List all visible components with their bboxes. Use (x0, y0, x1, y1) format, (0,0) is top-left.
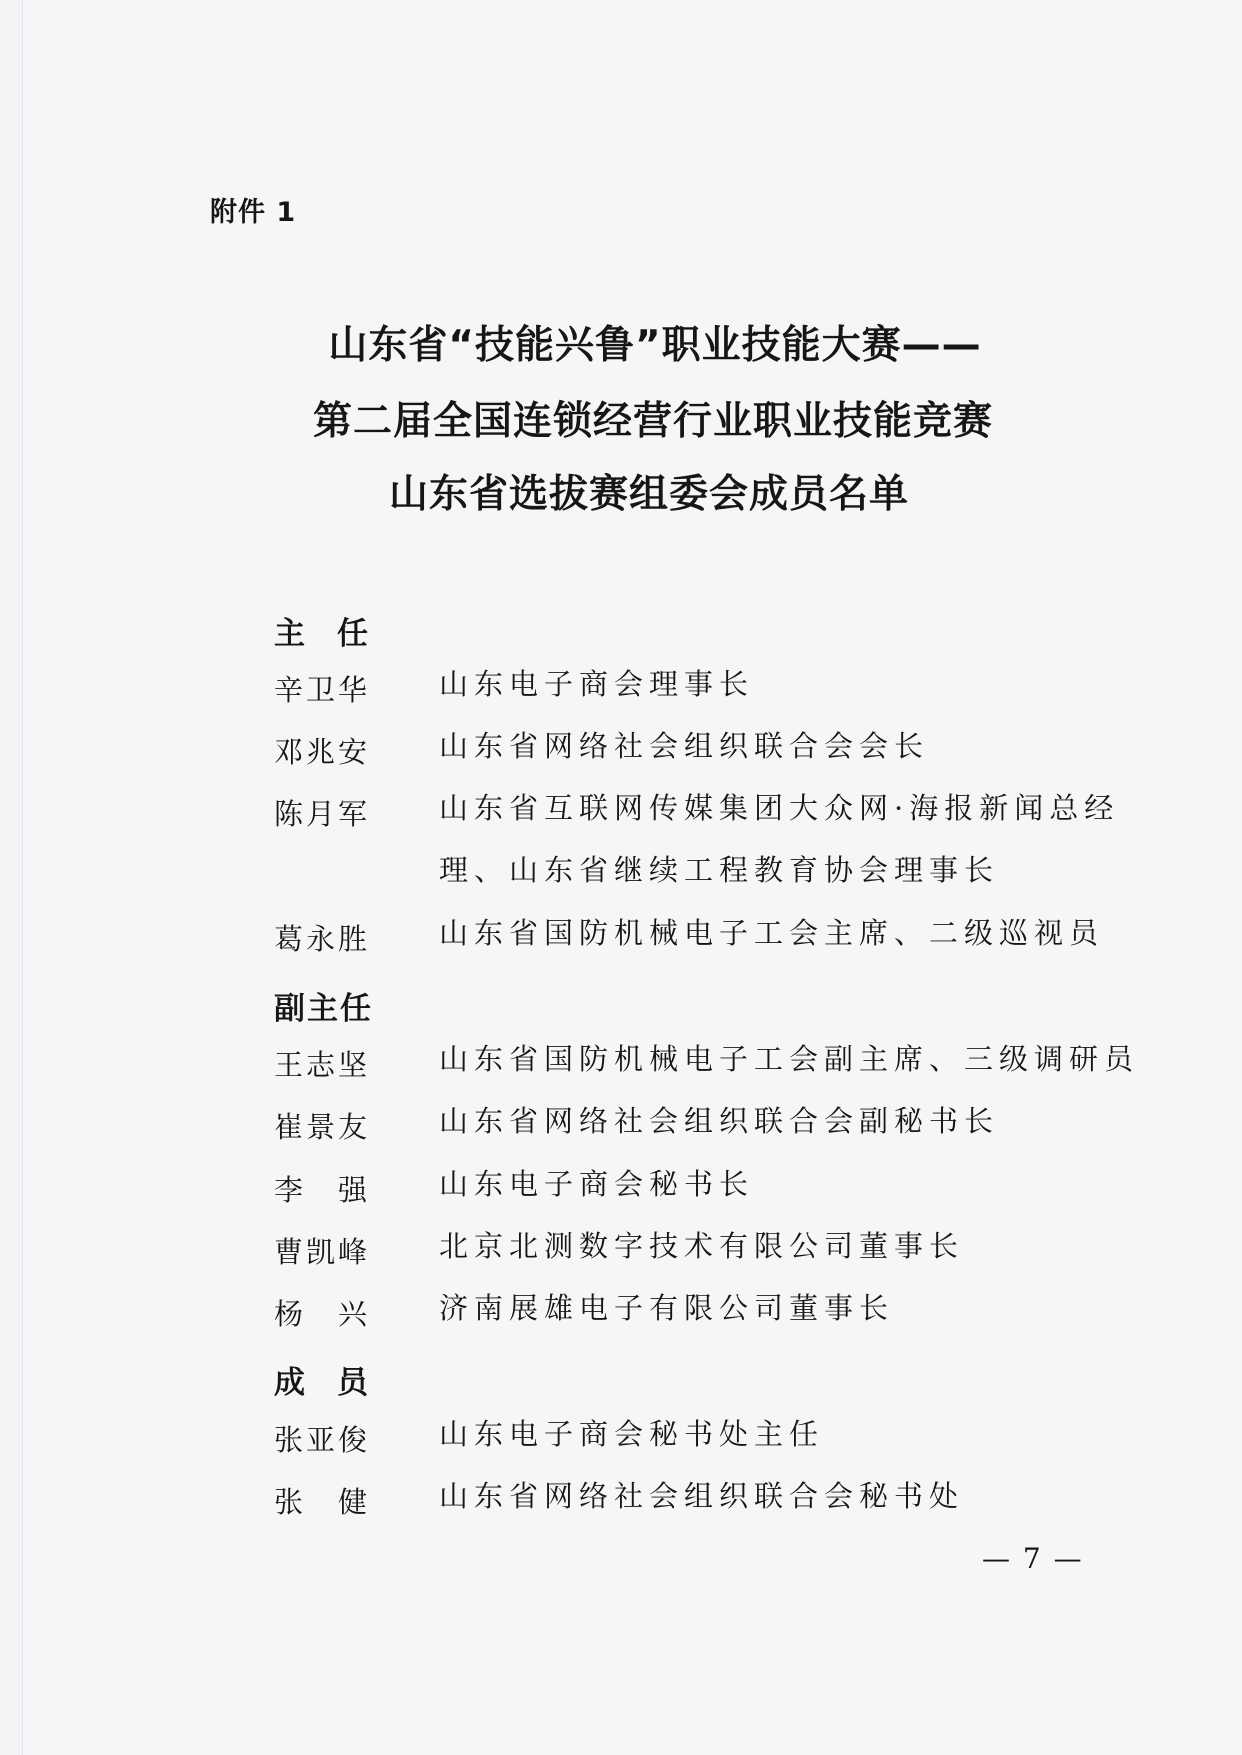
show-through-text (402, 180, 435, 211)
document-page (22, 0, 1242, 1755)
member-role: 北京北测数字技术有限公司董事长 (439, 1229, 965, 1263)
member-role: 山东省国防机械电子工会副主席、三级调研员 (439, 1042, 1140, 1076)
member-role: 山东省网络社会组织联合会会长 (439, 729, 930, 763)
section-heading-members: 成 员 (274, 1365, 370, 1401)
member-name: 张亚俊 (274, 1423, 371, 1457)
title-line-1: 山东省“技能兴鲁”职业技能大赛—— (328, 323, 982, 368)
member-role: 山东省网络社会组织联合会秘书处 (439, 1479, 965, 1513)
member-name: 辛卫华 (274, 673, 371, 707)
member-name: 葛永胜 (274, 922, 371, 956)
member-role: 山东省国防机械电子工会主席、二级巡视员 (439, 916, 1105, 950)
title-line-3: 山东省选拔赛组委会成员名单 (388, 472, 909, 517)
title-line-2: 第二届全国连锁经营行业职业技能竞赛 (312, 399, 993, 444)
member-name: 陈月军 (274, 797, 371, 831)
attachment-label: 附件 1 (210, 197, 297, 228)
member-name: 杨 兴 (274, 1297, 370, 1331)
member-name: 张 健 (274, 1485, 370, 1519)
member-role: 山东省互联网传媒集团大众网·海报新闻总经理、山东省继续工程教育协会理事长 (439, 791, 1120, 887)
member-name: 王志坚 (274, 1048, 371, 1082)
member-role: 山东电子商会秘书长 (439, 1167, 755, 1201)
member-name: 李 强 (274, 1173, 370, 1207)
member-name: 崔景友 (274, 1110, 371, 1144)
member-role: 山东电子商会秘书处主任 (439, 1417, 825, 1451)
member-role: 山东省网络社会组织联合会副秘书长 (439, 1104, 1000, 1138)
section-heading-deputy-director: 副主任 (274, 991, 373, 1027)
page-number: — 7 — (982, 1542, 1084, 1575)
section-heading-director: 主 任 (274, 616, 370, 652)
member-role: 济南展雄电子有限公司董事长 (439, 1291, 895, 1325)
member-role: 山东电子商会理事长 (439, 667, 755, 701)
member-name: 曹凯峰 (274, 1235, 371, 1269)
member-name: 邓兆安 (274, 735, 371, 769)
